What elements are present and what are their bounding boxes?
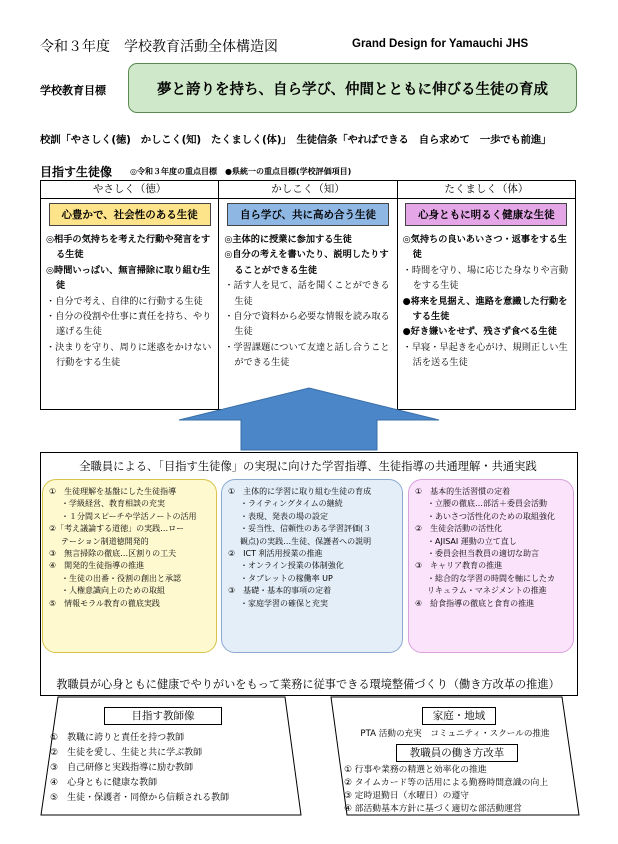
work-reform-list — [344, 764, 548, 816]
list-item: テーション制道徳開発的 — [61, 536, 149, 546]
column-title-yasashiku: 心豊かで、社会性のある生徒 — [49, 203, 211, 226]
document-title-en: Grand Design for Yamauchi JHS — [352, 38, 529, 50]
learning-guidance-box — [221, 479, 403, 653]
list-item: ⑤ 情報モラル教育の徹底実践 — [49, 598, 160, 608]
list-item: リキュラム・マネジメントの推進 — [427, 586, 547, 596]
column-header-takumashiku: たくましく（体） — [397, 181, 575, 199]
list-item: ・話す人を見て、話を聞くことができる生徒 — [224, 280, 390, 307]
list-item: ④ 部活動基本方針に基づく適切な部活動運営 — [344, 804, 522, 814]
work-reform-line: 教職員が心身ともに健康でやりがいをもって業務に従事できる環境整備づくり（働き方改革の推進） — [56, 678, 560, 691]
student-image-table — [40, 180, 576, 410]
list-item: ・自分で考え、自律的に行動する生徒 — [46, 295, 203, 307]
list-item: ① 生徒理解を基盤にした生徒指導 — [49, 487, 177, 496]
list-item: ・家庭学習の確保と充実 — [240, 598, 328, 608]
list-item: ・ライティングタイムの継続 — [240, 499, 343, 509]
list-item: ④ 心身ともに健康な教師 — [50, 778, 158, 788]
student-guidance-box — [42, 479, 217, 653]
goal-text: 夢と誇りを持ち、自ら学び、仲間とともに伸びる生徒の育成 — [157, 80, 548, 98]
goal-label: 学校教育目標 — [40, 84, 106, 97]
list-item: ・委員会担当教員の適切な助言 — [427, 549, 539, 559]
list-item: ・表現、発表の場の設定 — [240, 511, 328, 521]
list-item: ・妥当性、信頼性のある学習評価(３ — [240, 524, 372, 534]
list-item: ⑤ 生徒・保護者・同僚から信頼される教師 — [50, 793, 230, 803]
list-item: ◎時間いっぱい、無言掃除に取り組む生徒 — [46, 264, 211, 292]
list-item: ③ 無言掃除の徹底…区割りの工夫 — [49, 549, 177, 559]
work-reform-heading: 教職員の働き方改革 — [396, 744, 518, 762]
column-title-takumashiku: 心身ともに明るく健康な生徒 — [405, 203, 567, 226]
column-header-yasashiku: やさしく（徳） — [41, 181, 219, 199]
list-item: ・自分で資料から必要な情報を読み取る生徒 — [224, 311, 390, 338]
list-item: ・タブレットの稼働率 UP — [240, 573, 333, 583]
student-image-legend: ◎令和３年度の重点目標 ●県統一の重点目標(学校評価項目) — [130, 167, 352, 176]
list-item: ③ キャリア教育の推進 — [415, 561, 503, 571]
community-text: PTA 活動の充実 コミュニティ・スクールの推進 — [360, 729, 550, 739]
list-item: ・AJISAI 運動の立て直し — [427, 536, 517, 546]
teacher-image-list — [50, 731, 229, 806]
column-kashikoku — [219, 199, 397, 410]
list-item: ◎主体的に授業に参加する生徒 — [224, 234, 352, 245]
column-takumashiku — [397, 199, 575, 410]
life-guidance-box — [408, 479, 574, 653]
list-item: ① 行事や業務の精選と効率化の推進 — [344, 765, 487, 775]
list-item: ④ 給食指導の徹底と食育の推進 — [415, 598, 535, 608]
list-item: ◎気持ちの良いあいさつ・返事をする生徒 — [402, 234, 567, 261]
list-item: ・オンライン授業の体制強化 — [240, 561, 344, 571]
list-item: ・１分間スピーチや学活ノートの活用 — [61, 511, 197, 521]
list-item: ・人権意識向上のための取組 — [61, 586, 165, 596]
goal-box — [128, 63, 577, 113]
column-yasashiku — [41, 199, 219, 410]
column-header-kashikoku: かしこく（知） — [219, 181, 397, 199]
list-item: ・生徒の出番・役割の創出と承認 — [61, 573, 181, 583]
community-heading: 家庭・地域 — [422, 707, 496, 725]
list-item: ① 基本的生活習慣の定着 — [415, 487, 511, 496]
list-item: ③ 基礎・基本的事項の定着 — [228, 586, 332, 596]
list-item: ・時間を守り、場に応じた身なりや言動をする生徒 — [402, 264, 569, 292]
list-item: ・決まりを守り、周りに迷惑をかけない行動をする生徒 — [46, 341, 212, 369]
list-item: ② 生徒会活動の活性化 — [415, 524, 503, 534]
list-item: ◎相手の気持ちを考えた行動や発言をする生徒 — [46, 234, 211, 261]
list-item: ① 主体的に学習に取り組む生徒の育成 — [228, 487, 372, 496]
common-practice-title: 全職員による、「目指す生徒像」の実現に向けた学習指導、生徒指導の共通理解・共通実践 — [79, 460, 537, 473]
school-motto: 校訓「やさしく(徳) かしこく(知) たくましく(体)」 生徒信条「やればできる 自ら求めて 一歩でも前進」 — [40, 134, 552, 146]
list-item: ① 教職に誇りと責任を持つ教師 — [50, 733, 185, 743]
teacher-image-heading: 目指す教師像 — [104, 707, 222, 725]
list-item: ●好き嫌いをせず、残さず食べる生徒 — [402, 326, 557, 338]
list-item: ② タイムカード等の活用による勤務時間意識の向上 — [344, 778, 549, 788]
list-item: ③ 定時退勤日（水曜日）の遵守 — [344, 791, 470, 801]
list-item: ② ICT 利活用授業の推進 — [228, 549, 323, 559]
list-item: ④ 開発的生徒指導の推進 — [49, 561, 145, 571]
document-title: 令和３年度 学校教育活動全体構造図 — [40, 39, 278, 55]
list-item: ②「考え議論する道徳」の実践…ロー — [49, 524, 185, 534]
list-item: ・自分の役割や仕事に責任を持ち、やり遂げる生徒 — [46, 311, 212, 338]
column-title-kashikoku: 自ら学び、共に高め合う生徒 — [227, 203, 389, 226]
student-image-heading: 目指す生徒像 — [40, 165, 113, 179]
list-item: ・学習課題について友達と話し合うことができる生徒 — [224, 341, 390, 369]
list-item: ② 生徒を愛し、生徒と共に学ぶ教師 — [50, 748, 203, 758]
list-item: 観点)の実践…生徒、保護者への説明 — [240, 536, 372, 546]
list-item: ・立腰の徹底…部活＋委員会活動 — [427, 499, 547, 509]
list-item: ・学級経営、教育相談の充実 — [61, 499, 165, 509]
list-item: ・早寝・早起きを心がけ、規則正しい生活を送る生徒 — [402, 341, 568, 369]
up-arrow-icon — [177, 386, 441, 452]
list-item: ③ 自己研修と実践指導に励む教師 — [50, 763, 194, 773]
list-item: ●将来を見据え、進路を意識した行動をする生徒 — [402, 295, 568, 323]
list-item: ・総合的な学習の時間を軸にしたカ — [427, 573, 555, 583]
list-item: ◎自分の考えを書いたり、説明したりすることができる生徒 — [224, 249, 389, 276]
list-item: ・あいさつ活性化のための取組強化 — [427, 511, 555, 521]
